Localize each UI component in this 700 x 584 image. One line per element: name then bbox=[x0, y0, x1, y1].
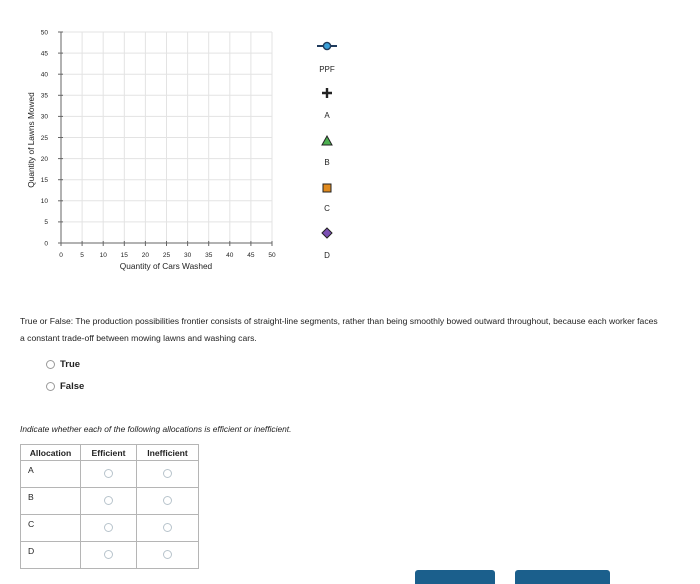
point-c-tool[interactable] bbox=[300, 180, 354, 198]
point-b-tool[interactable] bbox=[300, 133, 354, 151]
header-allocation: Allocation bbox=[21, 445, 81, 461]
radio-true[interactable] bbox=[46, 360, 55, 369]
x-tick-label: 20 bbox=[141, 252, 150, 259]
ppf-label: PPF bbox=[319, 65, 335, 74]
ppf-line-icon bbox=[315, 41, 339, 51]
diamond-icon bbox=[321, 227, 333, 239]
triangle-icon bbox=[321, 135, 333, 146]
y-tick-label: 20 bbox=[40, 155, 48, 163]
x-tick-label: 5 bbox=[80, 252, 84, 259]
secondary-button[interactable] bbox=[515, 570, 610, 584]
point-a-label: A bbox=[324, 111, 330, 120]
true-false-question: True or False: The production possibilities frontier consists of straight-line segments, rather than being smoothly bowed outward throughout, because each worker faces a constant trade-off between mowing lawns and washing cars. bbox=[20, 316, 658, 343]
y-tick-label: 50 bbox=[40, 29, 48, 37]
option-false[interactable] bbox=[46, 381, 84, 392]
radio-b-efficient[interactable] bbox=[104, 496, 113, 505]
radio-a-efficient[interactable] bbox=[104, 469, 113, 478]
point-c-label: C bbox=[324, 204, 330, 213]
radio-d-inefficient[interactable] bbox=[163, 550, 172, 559]
allocation-table bbox=[20, 444, 199, 569]
row-label: C bbox=[21, 515, 81, 542]
primary-button[interactable] bbox=[415, 570, 495, 584]
chart-ticks bbox=[41, 29, 276, 259]
ppf-tool[interactable] bbox=[300, 38, 354, 56]
point-d-label: D bbox=[324, 251, 330, 260]
radio-b-inefficient[interactable] bbox=[163, 496, 172, 505]
row-label: A bbox=[21, 461, 81, 488]
radio-a-inefficient[interactable] bbox=[163, 469, 172, 478]
point-d-tool[interactable] bbox=[300, 226, 354, 244]
tool-palette bbox=[300, 30, 360, 270]
x-tick-label: 15 bbox=[120, 252, 128, 259]
square-icon bbox=[322, 183, 332, 193]
y-tick-label: 0 bbox=[44, 240, 48, 248]
radio-c-efficient[interactable] bbox=[104, 523, 113, 532]
y-tick-label: 10 bbox=[40, 198, 48, 206]
chart-grid bbox=[61, 32, 272, 243]
option-true-label: True bbox=[60, 359, 81, 370]
header-efficient: Efficient bbox=[81, 445, 137, 461]
radio-d-efficient[interactable] bbox=[104, 550, 113, 559]
x-tick-label: 35 bbox=[205, 252, 213, 259]
x-tick-label: 40 bbox=[226, 252, 234, 259]
row-label: D bbox=[21, 542, 81, 569]
y-axis-label: Quantity of Lawns Mowed bbox=[26, 92, 36, 188]
row-label: B bbox=[21, 488, 81, 515]
x-tick-label: 30 bbox=[183, 252, 192, 259]
table-row bbox=[21, 488, 199, 515]
table-row bbox=[21, 515, 199, 542]
x-axis-label: Quantity of Cars Washed bbox=[119, 261, 213, 271]
option-true[interactable] bbox=[46, 359, 80, 370]
x-tick-label: 45 bbox=[247, 252, 255, 259]
header-inefficient: Inefficient bbox=[137, 445, 199, 461]
y-tick-label: 40 bbox=[40, 71, 48, 79]
point-a-tool[interactable] bbox=[300, 86, 354, 104]
y-tick-label: 30 bbox=[40, 113, 48, 121]
x-tick-label: 0 bbox=[59, 252, 63, 259]
x-tick-label: 50 bbox=[268, 252, 276, 259]
table-row bbox=[21, 461, 199, 488]
y-tick-label: 5 bbox=[44, 219, 48, 227]
y-tick-label: 25 bbox=[40, 134, 48, 142]
y-tick-label: 35 bbox=[40, 92, 48, 100]
x-tick-label: 10 bbox=[99, 252, 107, 259]
point-b-label: B bbox=[324, 158, 330, 167]
y-tick-label: 45 bbox=[40, 50, 48, 58]
radio-c-inefficient[interactable] bbox=[163, 523, 172, 532]
radio-false[interactable] bbox=[46, 382, 55, 391]
allocation-instruction: Indicate whether each of the following allocations is efficient or inefficient. bbox=[20, 424, 292, 434]
plus-icon bbox=[321, 87, 333, 99]
y-tick-label: 15 bbox=[40, 177, 48, 184]
x-tick-label: 25 bbox=[162, 252, 171, 259]
option-false-label: False bbox=[60, 381, 85, 392]
table-row bbox=[21, 542, 199, 569]
